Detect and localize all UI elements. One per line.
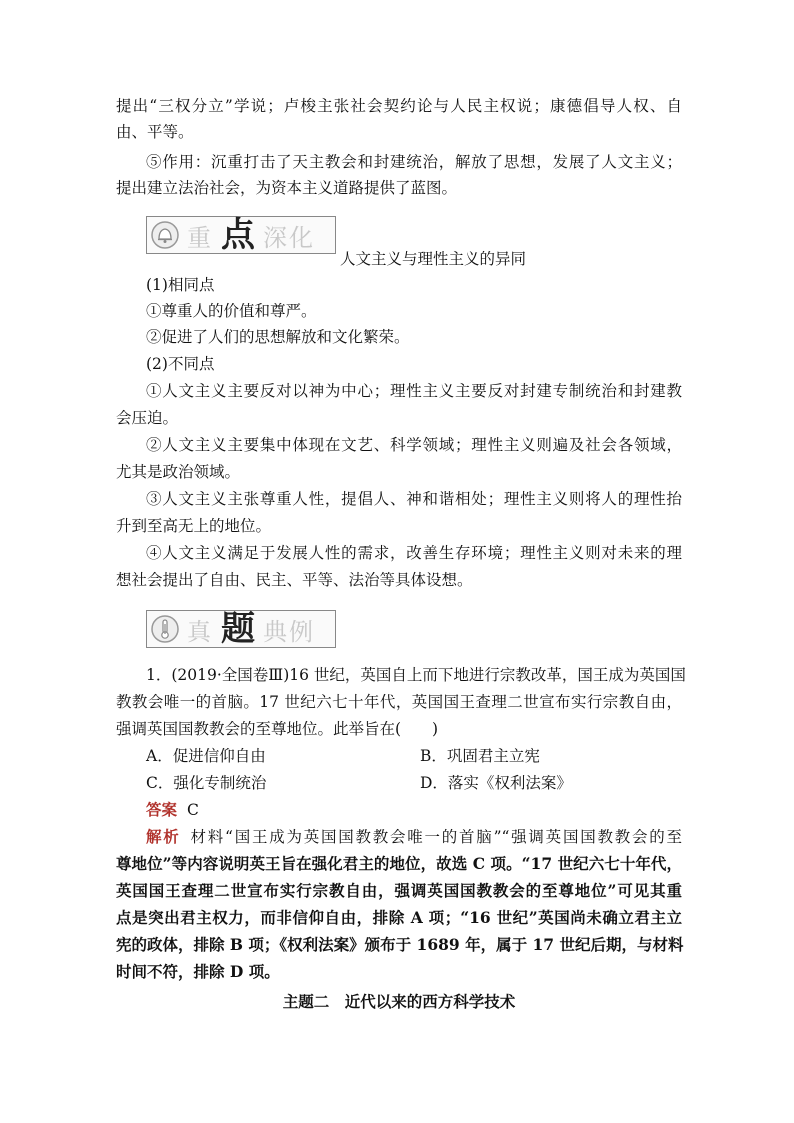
section-p6a: ②人文主义主要集中体现在文艺、科学领域；理性主义则遍及社会各领域，	[146, 436, 682, 454]
answer-value: C	[187, 801, 199, 819]
question-line-1: 1．(2019·全国卷Ⅲ)16 世纪，英国自上而下地进行宗教改革，国王成为英国国	[146, 666, 686, 684]
section-p5a: ①人文主义主要反对以神为中心；理性主义主要反对封建专制统治和封建教	[146, 382, 682, 400]
analysis-label: 解析	[146, 827, 181, 846]
option-a: A．促进信仰自由	[146, 747, 266, 765]
banner-char-3: 典例	[263, 617, 315, 646]
section-p6b: 尤其是政治领域。	[116, 463, 241, 481]
option-d: D．落实《权利法案》	[420, 774, 572, 792]
analysis-line-1: 解析 材料“国王成为英国国教教会唯一的首脑”“强调英国国教教会的至	[146, 827, 682, 846]
option-c: C．强化专制统治	[146, 774, 267, 792]
section-p7b: 升到至高无上的地位。	[116, 517, 272, 535]
banner-char-1: 重	[187, 223, 213, 252]
section-p7a: ③人文主义主张尊重人性，提倡人、神和谐相处；理性主义则将人的理性抬	[146, 490, 682, 508]
banner-char-2: 点	[221, 215, 255, 255]
section-p4: (2)不同点	[146, 355, 215, 373]
analysis-line-3: 英国国王查理二世宣布实行宗教自由，强调英国国教教会的至尊地位”可见其重	[116, 881, 682, 900]
intro-line-2: 由、平等。	[116, 123, 194, 141]
question-line-2: 教教会唯一的首脑。17 世纪六七十年代，英国国王查理二世宣布实行宗教自由，	[116, 693, 682, 711]
analysis-line-2: 尊地位”等内容说明英王旨在强化君主的地位，故选 C 项。“17 世纪六七十年代，	[116, 854, 682, 873]
banner-char-1: 真	[187, 617, 213, 646]
section-p8b: 想社会提出了自由、民主、平等、法治等具体设想。	[116, 571, 473, 589]
intro-line-3: ⑤作用：沉重打击了天主教会和封建统治，解放了思想，发展了人文主义；	[146, 153, 682, 171]
key-points-banner	[146, 216, 336, 254]
answer-label: 答案	[146, 800, 178, 819]
section-p5b: 会压迫。	[116, 409, 179, 427]
section-p1: (1)相同点	[146, 276, 215, 294]
section-p8a: ④人文主义满足于发展人性的需求，改善生存环境；理性主义则对未来的理	[146, 544, 682, 562]
analysis-line-4: 点是突出君主权力，而非信仰自由，排除 A 项；“16 世纪”英国尚未确立君主立	[116, 908, 682, 927]
answer-line	[146, 797, 712, 823]
analysis-line-5: 宪的政体，排除 B 项；《权利法案》颁布于 1689 年，属于 17 世纪后期，与材料	[116, 935, 684, 954]
intro-line-4: 提出建立法治社会，为资本主义道路提供了蓝图。	[116, 179, 458, 197]
exam-examples-banner	[146, 610, 336, 648]
question-line-3: 强调英国国教教会的至尊地位。此举旨在( )	[116, 720, 439, 738]
thermometer-icon	[147, 611, 183, 647]
next-topic-heading: 主题二 近代以来的西方科学技术	[282, 992, 516, 1011]
section-title: 人文主义与理性主义的异同	[340, 250, 527, 268]
banner-char-2: 题	[221, 609, 255, 649]
section-p2: ①尊重人的价值和尊严。	[146, 302, 317, 320]
bell-icon	[147, 217, 183, 253]
intro-line-1: 提出“三权分立”学说；卢梭主张社会契约论与人民主权说；康德倡导人权、自	[116, 97, 682, 115]
analysis-line-6: 时间不符，排除 D 项。	[116, 962, 280, 981]
section-p3: ②促进了人们的思想解放和文化繁荣。	[146, 328, 410, 346]
option-b: B．巩固君主立宪	[420, 747, 540, 765]
banner-char-3: 深化	[263, 223, 315, 252]
